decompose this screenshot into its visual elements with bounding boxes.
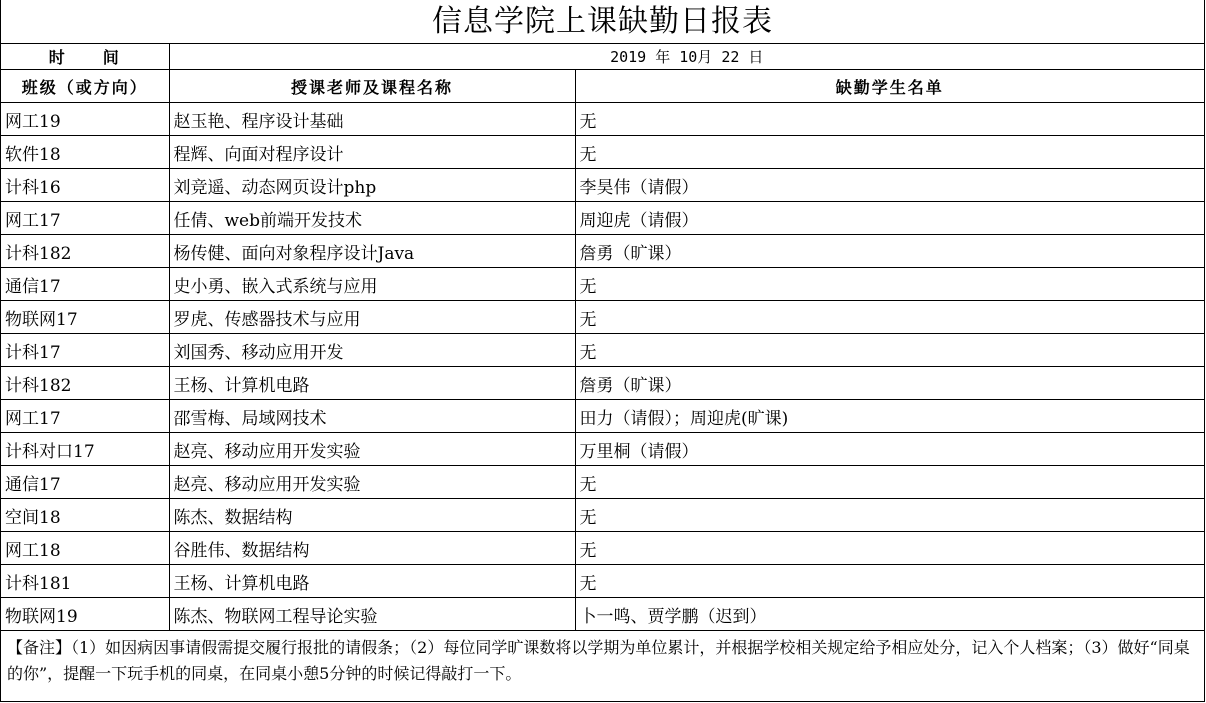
cell-course: 杨传健、面向对象程序设计Java [169,235,575,268]
cell-class: 网工18 [1,532,169,565]
cell-absent: 万里桐（请假） [575,433,1204,466]
time-row [1,44,1204,70]
cell-absent: 卜一鸣、贾学鹏（迟到） [575,598,1204,631]
cell-class: 通信17 [1,466,169,499]
cell-course: 赵玉艳、程序设计基础 [169,103,575,136]
cell-course: 王杨、计算机电路 [169,565,575,598]
table-row [1,532,1204,565]
cell-course: 谷胜伟、数据结构 [169,532,575,565]
cell-absent: 无 [575,466,1204,499]
cell-absent: 无 [575,565,1204,598]
report-title: 信息学院上课缺勤日报表 [1,0,1204,44]
cell-class: 软件18 [1,136,169,169]
table-row [1,235,1204,268]
cell-class: 计科181 [1,565,169,598]
cell-course: 史小勇、嵌入式系统与应用 [169,268,575,301]
cell-class: 网工17 [1,202,169,235]
table-row [1,565,1204,598]
cell-course: 陈杰、物联网工程导论实验 [169,598,575,631]
cell-course: 程辉、向面对程序设计 [169,136,575,169]
cell-absent: 田力（请假）；周迎虎(旷课) [575,400,1204,433]
cell-class: 计科17 [1,334,169,367]
cell-class: 空间18 [1,499,169,532]
cell-absent: 詹勇（旷课） [575,367,1204,400]
cell-course: 任倩、web前端开发技术 [169,202,575,235]
cell-absent: 无 [575,268,1204,301]
cell-class: 计科对口17 [1,433,169,466]
cell-absent: 无 [575,103,1204,136]
cell-class: 计科16 [1,169,169,202]
time-label-part1: 时 [48,48,67,67]
cell-absent: 无 [575,334,1204,367]
table-row [1,169,1204,202]
table-row [1,202,1204,235]
cell-absent: 无 [575,136,1204,169]
cell-course: 赵亮、移动应用开发实验 [169,433,575,466]
table-row [1,598,1204,631]
cell-class: 网工19 [1,103,169,136]
cell-class: 物联网17 [1,301,169,334]
cell-course: 刘国秀、移动应用开发 [169,334,575,367]
table-row [1,499,1204,532]
remarks-note: 【备注】（1）如因病因事请假需提交履行报批的请假条；（2）每位同学旷课数将以学期为单位累计，并根据学校相关规定给予相应处分，记入个人档案；（3）做好“同桌的你”，提醒一下玩手机的同桌，在同桌小憩5分钟的时候记得敲打一下。 [7,638,1190,683]
cell-course: 罗虎、传感器技术与应用 [169,301,575,334]
header-teacher-course: 授课老师及课程名称 [169,70,575,103]
header-row [1,70,1204,103]
table-row [1,268,1204,301]
cell-course: 刘竞遥、动态网页设计php [169,169,575,202]
table-row [1,433,1204,466]
cell-course: 邵雪梅、局域网技术 [169,400,575,433]
cell-course: 陈杰、数据结构 [169,499,575,532]
attendance-table [1,44,1204,631]
table-row [1,103,1204,136]
cell-absent: 周迎虎（请假） [575,202,1204,235]
report-date: 2019 年 10月 22 日 [169,44,1204,70]
time-label-part2: 间 [102,48,121,67]
cell-absent: 无 [575,532,1204,565]
table-row [1,400,1204,433]
header-absent: 缺勤学生名单 [575,70,1204,103]
cell-absent: 李昊伟（请假） [575,169,1204,202]
time-label [1,44,169,70]
cell-absent: 无 [575,499,1204,532]
cell-absent: 无 [575,301,1204,334]
cell-course: 王杨、计算机电路 [169,367,575,400]
cell-class: 计科182 [1,367,169,400]
cell-class: 物联网19 [1,598,169,631]
cell-course: 赵亮、移动应用开发实验 [169,466,575,499]
table-row [1,136,1204,169]
table-row [1,367,1204,400]
cell-class: 通信17 [1,268,169,301]
header-class: 班级（或方向） [1,70,169,103]
table-row [1,466,1204,499]
table-row [1,334,1204,367]
cell-class: 计科182 [1,235,169,268]
table-row [1,301,1204,334]
cell-absent: 詹勇（旷课） [575,235,1204,268]
cell-class: 网工17 [1,400,169,433]
